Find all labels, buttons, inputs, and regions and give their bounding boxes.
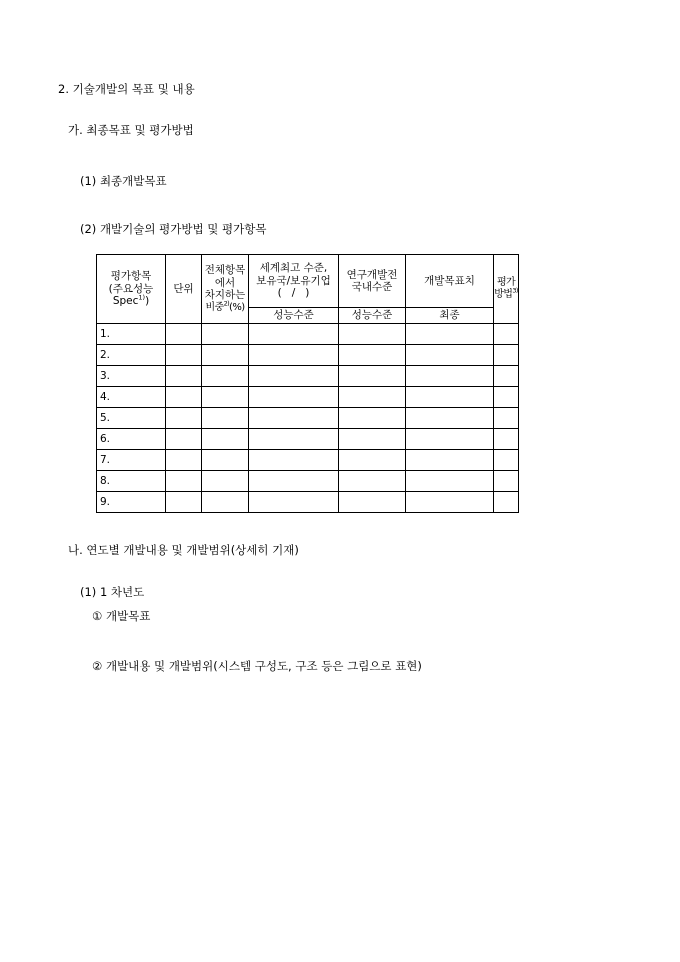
table-cell[interactable] bbox=[494, 324, 519, 345]
table-cell[interactable] bbox=[339, 387, 406, 408]
evaluation-table bbox=[96, 254, 519, 513]
row-number: 7. bbox=[97, 450, 166, 471]
header-domestic-line2: 국내수준 bbox=[351, 281, 393, 293]
table-cell[interactable] bbox=[249, 429, 339, 450]
table-cell[interactable] bbox=[406, 471, 494, 492]
table-cell[interactable] bbox=[249, 450, 339, 471]
table-cell[interactable] bbox=[166, 366, 202, 387]
table-row bbox=[97, 324, 519, 345]
section-heading: 2. 기술개발의 목표 및 내용 bbox=[58, 82, 195, 96]
table-cell[interactable] bbox=[166, 387, 202, 408]
table-cell[interactable] bbox=[494, 429, 519, 450]
table-cell[interactable] bbox=[406, 387, 494, 408]
header-weight-line4 bbox=[202, 299, 248, 315]
header-method-word: 평가방법 bbox=[494, 276, 516, 300]
table-cell[interactable] bbox=[202, 471, 249, 492]
table-cell[interactable] bbox=[202, 429, 249, 450]
table-cell[interactable] bbox=[166, 471, 202, 492]
subsection-na-heading: 나. 연도별 개발내용 및 개발범위(상세히 기재) bbox=[68, 543, 299, 557]
table-cell[interactable] bbox=[249, 492, 339, 513]
row-number: 8. bbox=[97, 471, 166, 492]
table-cell[interactable] bbox=[339, 408, 406, 429]
table-row bbox=[97, 429, 519, 450]
header-eval-item-line1: 평가항목 bbox=[110, 270, 152, 283]
footnote-2-marker: 2) bbox=[223, 299, 230, 308]
table-cell[interactable] bbox=[202, 492, 249, 513]
row-number: 1. bbox=[97, 324, 166, 345]
header-domestic-perf-level: 성능수준 bbox=[339, 308, 406, 324]
table-cell[interactable] bbox=[166, 408, 202, 429]
table-cell[interactable] bbox=[202, 345, 249, 366]
table-cell[interactable] bbox=[166, 429, 202, 450]
table-cell[interactable] bbox=[494, 471, 519, 492]
table-cell[interactable] bbox=[202, 408, 249, 429]
table-cell[interactable] bbox=[202, 387, 249, 408]
table-row bbox=[97, 366, 519, 387]
table-cell[interactable] bbox=[406, 408, 494, 429]
table-cell[interactable] bbox=[166, 450, 202, 471]
table-row bbox=[97, 387, 519, 408]
header-weight-unit: (%) bbox=[229, 301, 245, 313]
table-cell[interactable] bbox=[339, 429, 406, 450]
row-number: 6. bbox=[97, 429, 166, 450]
item-first-year: (1) 1 차년도 bbox=[80, 585, 145, 599]
table-cell[interactable] bbox=[339, 450, 406, 471]
header-eval-item-spec: Spec bbox=[112, 295, 139, 308]
table-cell[interactable] bbox=[339, 324, 406, 345]
header-eval-item bbox=[97, 255, 166, 324]
table-cell[interactable] bbox=[494, 492, 519, 513]
item-dev-content: ② 개발내용 및 개발범위(시스템 구성도, 구조 등은 그림으로 표현) bbox=[92, 659, 422, 673]
footnote-1-marker: 1) bbox=[138, 293, 146, 302]
header-weight-word: 비중 bbox=[205, 301, 224, 313]
header-domestic-level bbox=[339, 255, 406, 308]
table-cell[interactable] bbox=[202, 450, 249, 471]
header-eval-item-close: ) bbox=[145, 295, 150, 308]
table-cell[interactable] bbox=[494, 408, 519, 429]
row-number: 4. bbox=[97, 387, 166, 408]
table-cell[interactable] bbox=[202, 366, 249, 387]
table-cell[interactable] bbox=[339, 345, 406, 366]
header-world-line1: 세계최고 수준, bbox=[259, 262, 328, 275]
table-cell[interactable] bbox=[166, 492, 202, 513]
table-cell[interactable] bbox=[249, 324, 339, 345]
item-dev-goal: ① 개발목표 bbox=[92, 609, 151, 623]
row-number: 3. bbox=[97, 366, 166, 387]
header-world-level bbox=[249, 255, 339, 308]
header-weight-line3: 차지하는 bbox=[204, 289, 246, 301]
footnote-3-marker: 3) bbox=[512, 286, 518, 295]
header-eval-item-line2: (주요성능 bbox=[108, 282, 154, 295]
header-weight bbox=[202, 255, 249, 324]
header-method bbox=[494, 255, 519, 324]
header-target-final: 최종 bbox=[406, 308, 494, 324]
table-cell[interactable] bbox=[406, 324, 494, 345]
table-cell[interactable] bbox=[339, 471, 406, 492]
table-cell[interactable] bbox=[494, 345, 519, 366]
table-row bbox=[97, 471, 519, 492]
table-cell[interactable] bbox=[249, 366, 339, 387]
header-world-line2: 보유국/보유기업 bbox=[256, 274, 331, 287]
table-row bbox=[97, 492, 519, 513]
table-cell[interactable] bbox=[249, 387, 339, 408]
header-world-line3: ( / ) bbox=[277, 287, 310, 300]
header-world-perf-level: 성능수준 bbox=[249, 308, 339, 324]
table-cell[interactable] bbox=[339, 366, 406, 387]
table-cell[interactable] bbox=[406, 492, 494, 513]
table-cell[interactable] bbox=[406, 429, 494, 450]
header-weight-line2: 에서 bbox=[214, 276, 236, 289]
row-number: 5. bbox=[97, 408, 166, 429]
table-row bbox=[97, 345, 519, 366]
header-domestic-line1: 연구개발전 bbox=[346, 268, 398, 281]
table-cell[interactable] bbox=[406, 366, 494, 387]
table-cell[interactable] bbox=[339, 492, 406, 513]
table-cell[interactable] bbox=[494, 450, 519, 471]
table-row bbox=[97, 408, 519, 429]
table-cell[interactable] bbox=[249, 471, 339, 492]
subsection-ga-heading: 가. 최종목표 및 평가방법 bbox=[68, 123, 194, 137]
item-eval-method: (2) 개발기술의 평가방법 및 평가항목 bbox=[80, 222, 267, 236]
table-cell[interactable] bbox=[494, 387, 519, 408]
table-cell[interactable] bbox=[249, 408, 339, 429]
header-weight-line1: 전체항목 bbox=[204, 264, 246, 276]
table-row bbox=[97, 450, 519, 471]
table-cell[interactable] bbox=[494, 366, 519, 387]
header-target: 개발목표치 bbox=[406, 255, 494, 308]
item-final-goal: (1) 최종개발목표 bbox=[80, 174, 167, 188]
table-cell[interactable] bbox=[166, 345, 202, 366]
header-eval-item-line3 bbox=[97, 295, 165, 308]
table-cell[interactable] bbox=[406, 345, 494, 366]
table-cell[interactable] bbox=[166, 324, 202, 345]
row-number: 2. bbox=[97, 345, 166, 366]
table-cell[interactable] bbox=[406, 450, 494, 471]
table-cell[interactable] bbox=[202, 324, 249, 345]
row-number: 9. bbox=[97, 492, 166, 513]
header-unit: 단위 bbox=[166, 255, 202, 324]
table-cell[interactable] bbox=[249, 345, 339, 366]
